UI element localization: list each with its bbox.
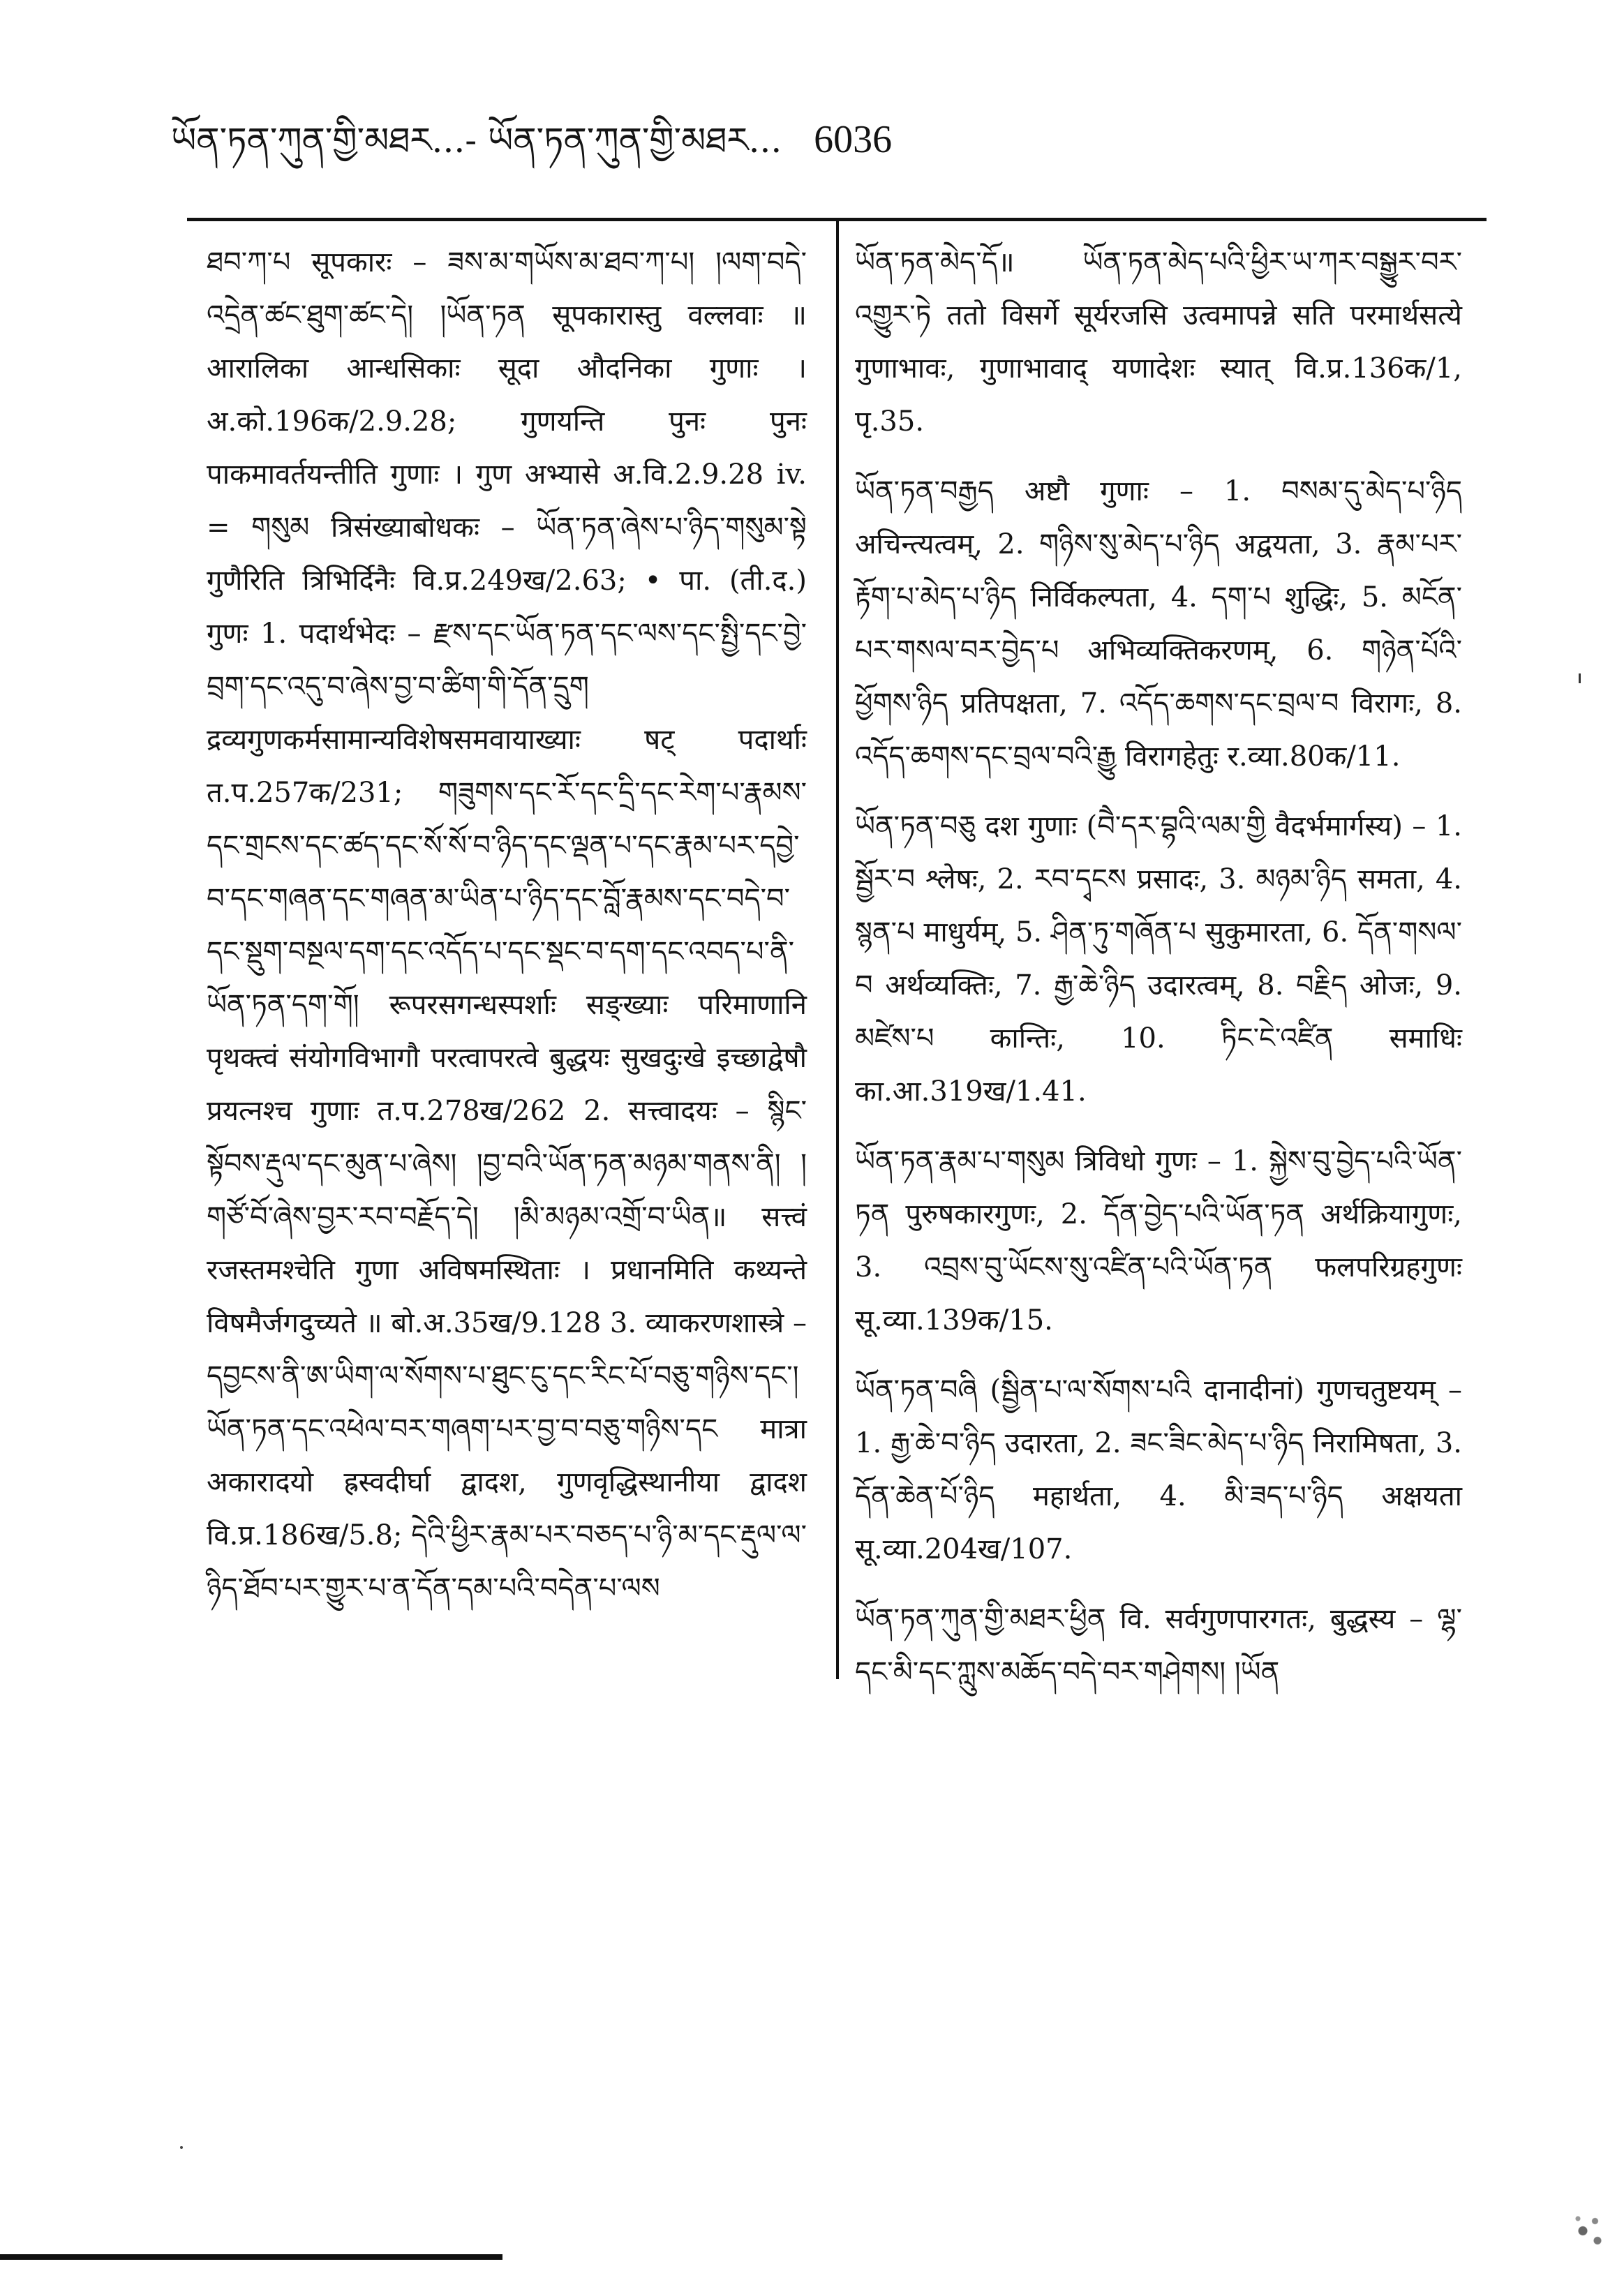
margin-mark <box>1579 673 1581 683</box>
running-header <box>171 119 939 161</box>
page-number: 6036 <box>814 118 893 161</box>
entry-sarvaguna-paragatah: ཡོན་ཏན་ཀུན་གྱི་མཐར་ཕྱིན वि. सर्वगुणपारगतः, बुद्धस्य – ལྷ་དང་མི་དང་ཀླུས་མཆོད་བདེ་བར་གཤེགས། །ཡོན <box>855 1603 1462 1688</box>
left-column <box>207 236 807 1632</box>
footer-rule <box>0 2254 502 2260</box>
entry-guna-supakara: ཐབ་ཀ་པ सूपकारः – ཟས་མ་གཡོས་མ་ཐབ་ཀ་པ། །ལག་བདེ་འདྲེན་ཚང་ཐུག་ཚང་དེ། །ཡོན་ཏན सूपकारास्तु वल्लवाः ॥ आरालिका आन्धसिकाः सूदा औदनिका गुणाः । अ.को.196क/2.9.28; गुणयन्ति पुनः पुनः पाकमावर्तयन्तीति गुणाः । गुण अभ्यासे अ.वि.2.9.28 iv. = གསུམ त्रिसंख्याबोधकः – ཡོན་ཏན་ཞེས་པ་ཉིད་གསུམ་སྟེ गुणैरिति त्रिभिर्दिनैः वि.प्र.249ख/2.63; • पा. (ती.द.) गुणः 1. पदार्थभेदः – རྫས་དང་ཡོན་ཏན་དང་ལས་དང་སྤྱི་དང་བྱེ་བྲག་དང་འདུ་བ་ཞེས་བྱ་བ་ཚིག་གི་དོན་དྲུག द्रव्यगुणकर्मसामान्यविशेषसमवायाख्याः षट् पदार्थाः त.प.257क/231; གཟུགས་དང་རོ་དང་དྲི་དང་རེག་པ་རྣམས་དང་གྲངས་དང་ཚད་དང་སོ་སོ་བ་ཉིད་དང་ལྡན་པ་དང་རྣམ་པར་དབྱེ་བ་དང་གཞན་དང་གཞན་མ་ཡིན་པ་ཉིད་དང་བློ་རྣམས་དང་བདེ་བ་དང་སྡུག་བསྔལ་དག་དང་འདོད་པ་དང་སྡང་བ་དག་དང་འབད་པ་ནི་ཡོན་ཏན་དག་གོ། रूपरसगन्धस्पर्शाः सङ्ख्याः परिमाणानि पृथक्त्वं संयोगविभागौ परत्वापरत्वे बुद्धयः सुखदुःखे इच्छाद्वेषौ प्रयत्नश्च गुणाः त.प.278ख/262 2. सत्त्वादयः – སྙིང་སྟོབས་རྡུལ་དང་མུན་པ་ཞེས། །བྱ་བའི་ཡོན་ཏན་མཉམ་གནས་ནི། །གཙོ་བོ་ཞེས་བྱར་རབ་བརྗོད་དེ། །མི་མཉམ་འགྲོ་བ་ཡིན॥ सत्त्वं रजस्तमश्चेति गुणा अविषमस्थिताः । प्रधानमिति कथ्यन्ते विषमैर्जगदुच्यते ॥ बो.अ.35ख/9.128 3. व्याकरणशास्त्रे – དབྱངས་ནི་ཨ་ཡིག་ལ་སོགས་པ་ཐུང་ངུ་དང་རིང་པོ་བཅུ་གཉིས་དང་། ཡོན་ཏན་དང་འཕེལ་བར་གཞག་པར་བྱ་བ་བཅུ་གཉིས་དང मात्रा अकारादयो ह्रस्वदीर्घा द्वादश, गुणवृद्धिस्थानीया द्वादश वि.प्र.186ख/5.8; དེའི་ཕྱིར་རྣམ་པར་བཅད་པ་ཉི་མ་དང་རྡུལ་ལ་ཉིད་ཐོབ་པར་གྱུར་པ་ན་དོན་དམ་པའི་བདེན་པ་ལས <box>207 246 807 1604</box>
header-title: ཡོན་ཏན་ཀུན་གྱི་མཐར...- ཡོན་ཏན་ཀུན་གྱི་མཐར... <box>171 120 782 161</box>
entry-trividho-gunah: ཡོན་ཏན་རྣམ་པ་གསུམ त्रिविधो गुणः – 1. སྐྱེས་བུ་བྱེད་པའི་ཡོན་ཏན पुरुषकारगुणः, 2. དོན་བྱེད་པའི་ཡོན་ཏན अर्थक्रियागुणः, 3. འབྲས་བུ་ཡོངས་སུ་འཛིན་པའི་ཡོན་ཏན फलपरिग्रहगुणः सू.व्या.139क/15. <box>855 1145 1462 1336</box>
entry-continuation: ཡོན་ཏན་མེད་དོ॥ ཡོན་ཏན་མེད་པའི་ཕྱིར་ཡ་ཀར་བསྒྱུར་བར་འགྱུར་ཏེ ततो विसर्गे सूर्यरजसि उत्वमापन्ने सति परमार्थसत्ये गुणाभावः, गुणाभावाद् यणादेशः स्यात् वि.प्र.136क/1, पृ.35. <box>855 246 1462 438</box>
scan-speck <box>180 2146 183 2149</box>
entry-ashtau-gunah: ཡོན་ཏན་བརྒྱད अष्टौ गुणाः – 1. བསམ་དུ་མེད་པ་ཉིད अचिन्त्यत्वम्, 2. གཉིས་སུ་མེད་པ་ཉིད अद्वयता, 3. རྣམ་པར་རྟོག་པ་མེད་པ་ཉིད निर्विकल्पता, 4. དག་པ शुद्धिः, 5. མངོན་པར་གསལ་བར་བྱེད་པ अभिव्यक्तिकरणम्, 6. གཉེན་པོའི་ཕྱོགས་ཉིད प्रतिपक्षता, 7. འདོད་ཆགས་དང་བྲལ་བ विरागः, 8. འདོད་ཆགས་དང་བྲལ་བའི་རྒྱུ विरागहेतुः र.व्या.80क/11. <box>855 475 1462 773</box>
column-divider <box>836 221 839 1679</box>
right-column <box>855 236 1462 1715</box>
entry-guna-chatushtayam: ཡོན་ཏན་བཞི (སྦྱིན་པ་ལ་སོགས་པའི दानादीनां) गुणचतुष्टयम् – 1. རྒྱ་ཆེ་བ་ཉིད उदारता, 2. ཟང་ཟིང་མེད་པ་ཉིད निरामिषता, 3. དོན་ཆེན་པོ་ཉིད महार्थता, 4. མི་ཟད་པ་ཉིད अक्षयता सू.व्या.204ख/107. <box>855 1374 1462 1565</box>
entry-dasha-gunah: ཡོན་ཏན་བཅུ दश गुणाः (བཻ་དར་བྷའི་ལམ་གྱི वैदर्भमार्गस्य) – 1. སྦྱོར་བ श्लेषः, 2. རབ་དྭངས प्रसादः, 3. མཉམ་ཉིད समता, 4. སྙན་པ माधुर्यम्, 5. ཤིན་ཏུ་གཞོན་པ सुकुमारता, 6. དོན་གསལ་བ अर्थव्यक्तिः, 7. རྒྱ་ཆེ་ཉིད उदारत्वम्, 8. བརྗིད ओजः, 9. མཛེས་པ कान्तिः, 10. ཏིང་ངེ་འཛིན समाधिः का.आ.319ख/1.41. <box>855 810 1462 1108</box>
scan-smudge <box>1563 2204 1612 2253</box>
